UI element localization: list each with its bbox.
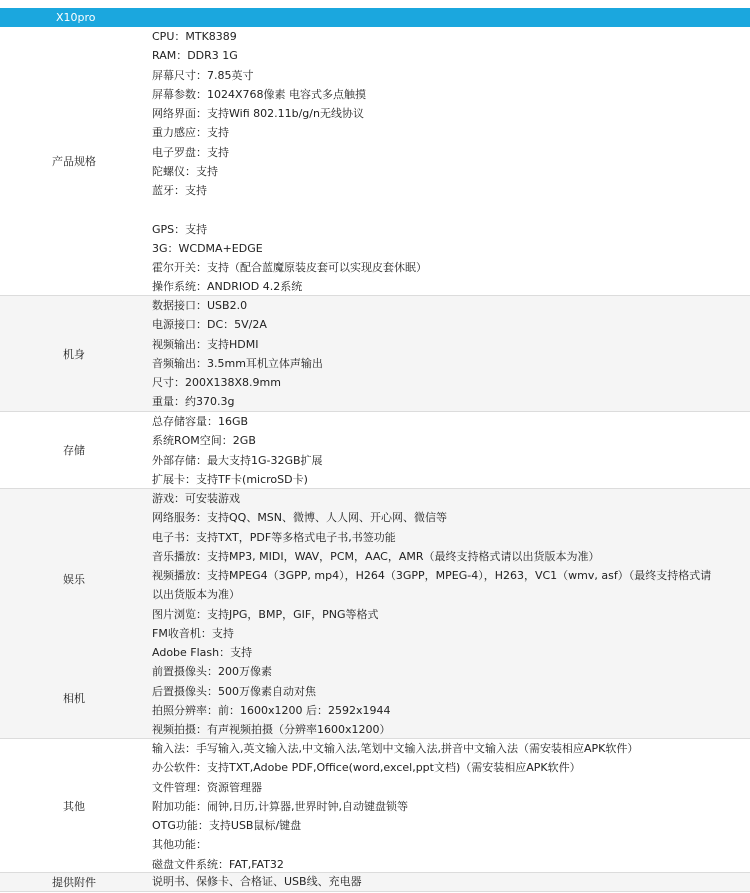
spec-line-screen-size: 屏幕尺寸：7.85英寸	[152, 68, 254, 82]
storage-list	[152, 412, 750, 489]
other-line-extras: 附加功能：闹钟,日历,计算器,世界时钟,自动键盘锁等	[152, 799, 408, 813]
spec-line-network: 网络界面：支持Wifi 802.11b/g/n无线协议	[152, 107, 364, 120]
ent-line-video: 视频播放：支持MPEG4（3GPP, mp4），H264（3GPP，MPEG-4），H263，VC1（wmv, asf）（最终支持格式请	[152, 569, 712, 582]
body-line-video-out: 视频输出：支持HDMI	[152, 337, 259, 351]
body-line-weight: 重量：约370.3g	[152, 395, 235, 409]
body-line-data-port: 数据接口：USB2.0	[152, 299, 248, 312]
spec-list	[152, 27, 750, 297]
section-spec	[0, 27, 750, 296]
spec-line-gravity: 重力感应：支持	[152, 126, 229, 140]
ent-line-ebook: 电子书：支持TXT，PDF等多格式电子书,书签功能	[152, 530, 396, 544]
storage-line-external: 外部存储：最大支持1G-32GB扩展	[152, 453, 323, 467]
spec-line-cpu: CPU：MTK8389	[152, 30, 237, 43]
ent-line-games: 游戏：可安装游戏	[152, 492, 240, 505]
section-label-storage: 存储	[63, 444, 85, 457]
section-body	[0, 296, 750, 412]
spec-line-3g: 3G：WCDMA+EDGE	[152, 241, 263, 255]
spec-line-blank	[152, 200, 750, 219]
spec-line-screen-params: 屏幕参数：1024X768像素 电容式多点触摸	[152, 87, 367, 101]
ent-line-images: 图片浏览：支持JPG，BMP，GIF，PNG等格式	[152, 607, 379, 621]
other-line-office: 办公软件：支持TXT,Adobe PDF,Office(word,excel,ppt文档)（需安装相应APK软件）	[152, 761, 581, 775]
accessories-list	[152, 873, 750, 891]
section-entertainment	[0, 489, 750, 739]
storage-line-rom: 系统ROM空间：2GB	[152, 434, 256, 448]
body-line-power-port: 电源接口：DC：5V/2A	[152, 318, 267, 332]
body-line-audio-out: 音频输出：3.5mm耳机立体声输出	[152, 356, 323, 370]
other-line-file-mgr: 文件管理：资源管理器	[152, 780, 262, 794]
model-name: X10pro	[56, 11, 96, 24]
accessories-line: 说明书、保修卡、合格证、USB线、充电器	[152, 875, 362, 888]
section-storage	[0, 412, 750, 489]
spec-line-ram: RAM：DDR3 1G	[152, 49, 238, 63]
storage-line-card: 扩展卡：支持TF卡(microSD卡)	[152, 472, 308, 486]
section-label-entertainment: 娱乐	[63, 573, 85, 586]
section-label-camera: 相机	[63, 692, 85, 705]
other-list	[152, 739, 750, 874]
spec-line-gyro: 陀螺仪：支持	[152, 164, 218, 178]
body-list	[152, 296, 750, 412]
spec-line-os: 操作系统：ANDRIOD 4.2系统	[152, 280, 303, 294]
other-line-input: 输入法：手写输入,英文输入法,中文输入法,笔划中文输入法,拼音中文输入法（需安装相应APK软件）	[152, 742, 639, 755]
spec-line-hall: 霍尔开关：支持（配合蓝魔原装皮套可以实现皮套休眠）	[152, 261, 427, 274]
cam-line-resolution: 拍照分辨率：前：1600x1200 后：2592x1944	[152, 703, 391, 717]
section-label-body: 机身	[63, 347, 85, 361]
ent-line-fm: FM收音机：支持	[152, 626, 234, 640]
spec-line-compass: 电子罗盘：支持	[152, 145, 229, 159]
ent-line-music: 音乐播放：支持MP3, MIDI，WAV，PCM，AAC，AMR（最终支持格式请以出货版本为准）	[152, 549, 600, 563]
other-line-otg: OTG功能：支持USB鼠标/键盘	[152, 819, 302, 832]
other-line-misc: 其他功能：	[152, 838, 207, 852]
cam-line-rear: 后置摄像头：500万像素自动对焦	[152, 684, 316, 698]
cam-line-video: 视频拍摄：有声视频拍摄（分辨率1600x1200）	[152, 723, 391, 736]
section-label-spec: 产品规格	[52, 155, 96, 168]
other-line-fs: 磁盘文件系统：FAT,FAT32	[152, 857, 284, 871]
storage-line-total: 总存储容量：16GB	[152, 415, 249, 428]
section-accessories	[0, 873, 750, 892]
section-other	[0, 739, 750, 873]
ent-line-video-cont: 以出货版本为准）	[152, 588, 240, 602]
spec-line-bluetooth: 蓝牙：支持	[152, 184, 207, 197]
body-line-size: 尺寸：200X138X8.9mm	[152, 376, 281, 389]
ent-line-flash: Adobe Flash：支持	[152, 646, 253, 659]
section-label-other: 其他	[63, 799, 85, 813]
spec-line-gps: GPS：支持	[152, 222, 208, 236]
ent-line-network-services: 网络服务：支持QQ、MSN、微博、人人网、开心网、微信等	[152, 511, 448, 525]
model-title-bar	[0, 8, 750, 27]
cam-line-front: 前置摄像头：200万像素	[152, 665, 272, 679]
section-label-accessories: 提供附件	[52, 876, 96, 889]
entertainment-list	[152, 489, 750, 739]
